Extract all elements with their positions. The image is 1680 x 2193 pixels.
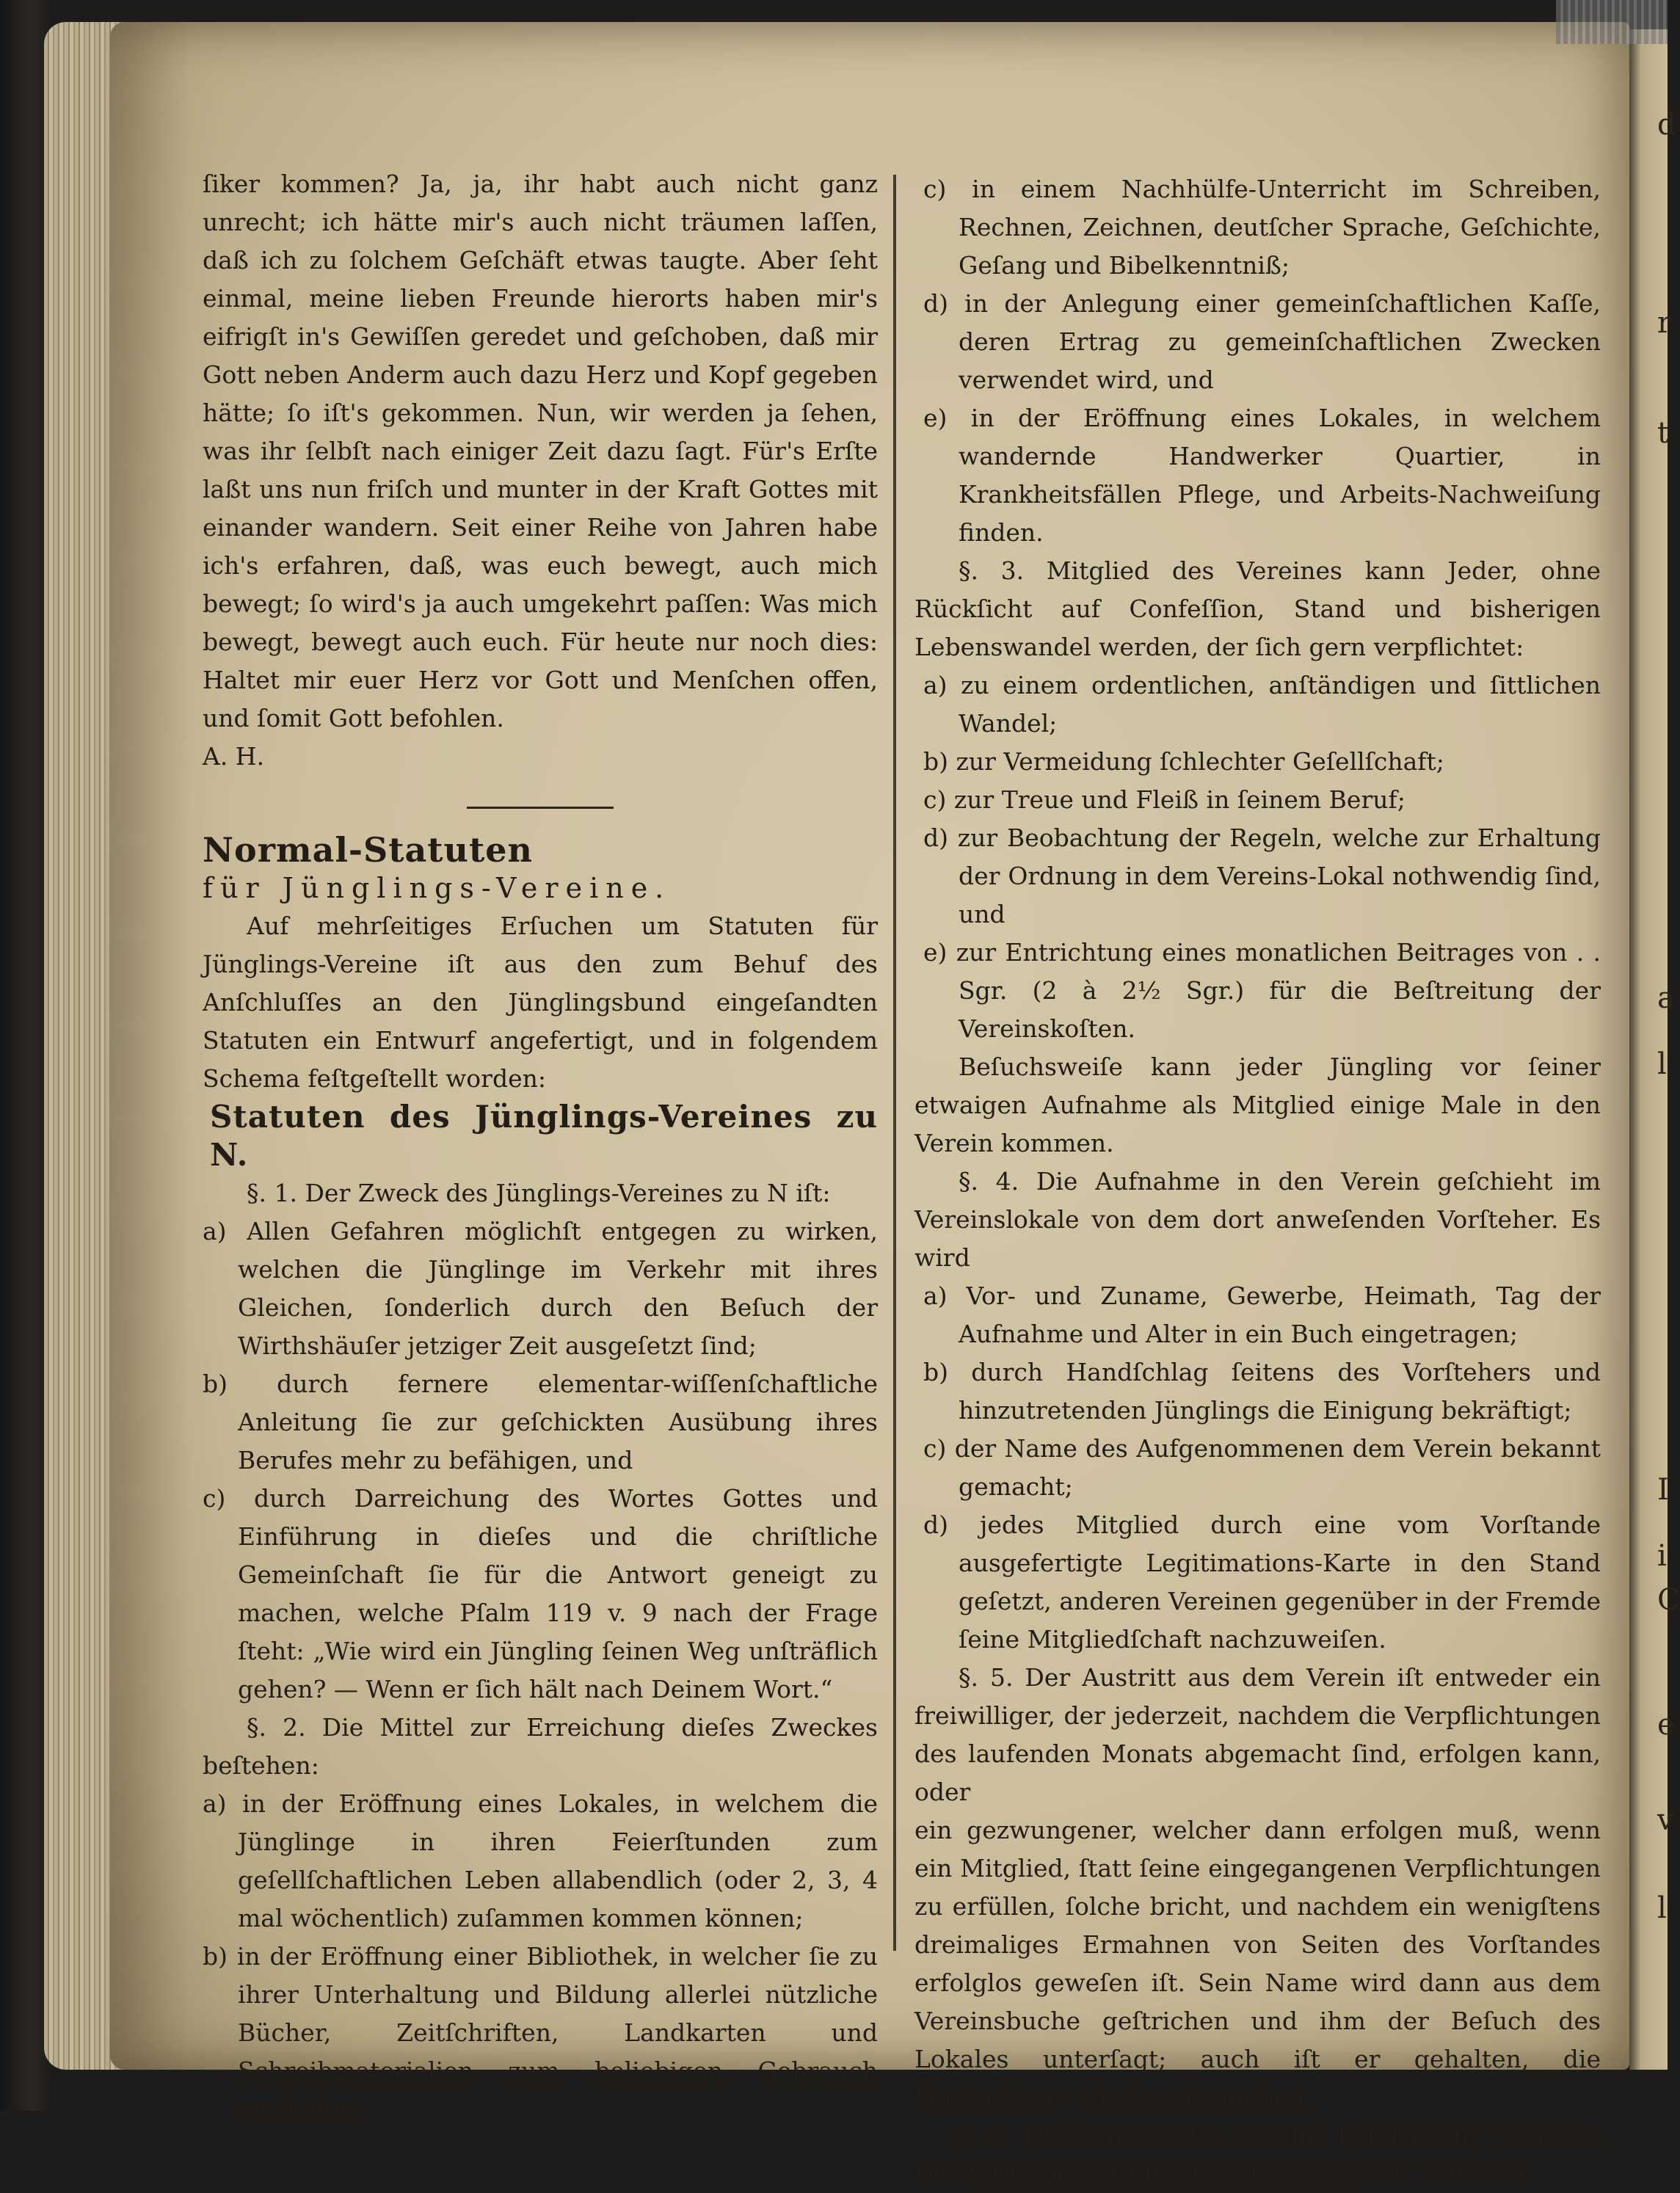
left-column — [203, 165, 878, 2128]
section-2-item: d) in der Anlegung einer gemeinſchaftlichen Kaſſe, deren Ertrag zu gemeinſchaftlichen Zwecken verwendet wird, und — [923, 289, 1601, 394]
section-3-item: a) zu einem ordentlichen, anſtändigen und ſittlichen Wandel; — [923, 671, 1601, 738]
preface-paragraph: Auf mehrſeitiges Erſuchen um Statuten für Jünglings-Vereine iſt aus den zum Behuf des Anſchluſſes an den Jünglingsbund eingeſandten Statuten ein Entwurf angefertigt, und in folgendem Schema feſtgeſtellt worden: — [203, 912, 878, 1093]
section-6-text-a: §. 6. Die Leitung des Vereins beſorgt ein Vorſtand. Der — [914, 2121, 1601, 2188]
page-subtitle: für Jünglings-Vereine. — [203, 872, 672, 904]
next-page-fragment: i — [1657, 1539, 1667, 1573]
section-3-item: c) zur Treue und Fleiß in ſeinem Beruf; — [923, 785, 1406, 814]
next-page-edge — [1629, 29, 1680, 2070]
section-6-text-b: und wird von — [1356, 2159, 1526, 2188]
section-6-paragraph — [914, 2117, 1601, 2193]
tape-strip — [1556, 0, 1668, 44]
next-page-fragment: v — [1657, 1803, 1674, 1837]
section-5-paragraph-b: ein gezwungener, welcher dann erfolgen muß, wenn ein Mitglied, ſtatt ſeine eingegangenen Verpflichtungen zu erfüllen, ſolche bricht, und nachdem ein wenigſtens dreimaliges Ermahnen von Seiten des Vorſtandes erfolglos geweſen iſt. Sein Name wird dann aus dem Vereinsbuche geſtrichen und ihm der Beſuch des Lokales unterſagt; auch iſt er gehalten, die Vereinskarte wieder abzugeben. — [914, 1816, 1601, 2112]
next-page-fragment: I — [1657, 1473, 1669, 1507]
next-page-fragment: e — [1657, 1708, 1675, 1742]
section-6-underlined: Vorſtand beſteht aus 6 Gliedern — [967, 2159, 1356, 2188]
section-3-item: b) zur Vermeidung ſchlechter Geſellſchaft; — [923, 747, 1444, 776]
section-4-item: b) durch Handſchlag ſeitens des Vorſtehers und hinzutretenden Jünglings die Einigung bekräftigt; — [923, 1358, 1601, 1425]
section-3-heading: §. 3. Mitglied des Vereines kann Jeder, ohne Rückſicht auf Confeſſion, Stand und bisherigen Lebenswandel werden, der ſich gern verpflichtet: — [914, 556, 1601, 661]
next-page-fragment: l — [1657, 1891, 1667, 1925]
next-page-fragment: r — [1657, 306, 1672, 340]
statutes-heading: Statuten des Jünglings-Vereines zu N. — [210, 1099, 878, 1173]
page-title: Normal-Statuten — [203, 830, 533, 870]
section-divider — [467, 807, 614, 809]
section-2-item: b) in der Eröffnung einer Bibliothek, in welcher ſie zu ihrer Unterhaltung und Bildung allerlei nützliche Bücher, Zeitſchriften, Landkarten und Schreibmaterialien zum beliebigen Gebrauch vorfinden; — [203, 1942, 878, 2123]
section-3-item: d) zur Beobachtung der Regeln, welche zur Erhaltung der Ordnung in dem Vereins-Lokal nothwendig ſind, und — [923, 823, 1601, 928]
section-4-item: d) jedes Mitglied durch eine vom Vorſtande ausgefertigte Legitimations-Karte in den Stand geſetzt, anderen Vereinen gegenüber in der Fremde ſeine Mitgliedſchaft nachzuweiſen. — [923, 1510, 1601, 1654]
section-4-item: a) Vor- und Zuname, Gewerbe, Heimath, Tag der Aufnahme und Alter in ein Buch eingetragen; — [923, 1281, 1601, 1348]
section-2-item: e) in der Eröffnung eines Lokales, in welchem wandernde Handwerker Quartier, in Krankheitsfällen Pflege, und Arbeits-Nachweiſung finden. — [923, 404, 1601, 547]
column-divider — [893, 175, 896, 1951]
section-1-item: c) durch Darreichung des Wortes Gottes und Einführung in dieſes und die chriſtliche Gemeinſchaft ſie für die Antwort geneigt zu machen, welche Pſalm 119 v. 9 nach der Frage ſteht: „Wie wird ein Jüngling ſeinen Weg unſträflich gehen? — Wenn er ſich hält nach Deinem Wort.“ — [203, 1484, 878, 1703]
section-5-paragraph-a: §. 5. Der Austritt aus dem Verein iſt entweder ein freiwilliger, der jederzeit, nachdem die Verpflichtungen des laufenden Monats abgemacht ſind, erfolgen kann, oder — [914, 1663, 1601, 1806]
section-1-item: b) durch fernere elementar-wiſſenſchaftliche Anleitung ſie zur geſchickten Ausübung ihres Berufes mehr zu befähigen, und — [203, 1370, 878, 1474]
intro-paragraph: ſiker kommen? Ja, ja, ihr habt auch nicht ganz unrecht; ich hätte mir's auch nicht träumen laſſen, daß ich zu ſolchem Geſchäft etwas taugte. Aber ſeht einmal, meine lieben Freunde hierorts haben mir's eifrigſt in's Gewiſſen geredet und geſchoben, daß mir Gott neben Anderm auch dazu Herz und Kopf gegeben hätte; ſo iſt's gekommen. Nun, wir werden ja ſehen, was ihr ſelbſt nach einiger Zeit dazu ſagt. Für's Erſte laßt uns nun friſch und munter in der Kraft Gottes mit einander wandern. Seit einer Reihe von Jahren habe ich's erfahren, daß, was euch bewegt, auch mich bewegt; ſo wird's ja auch umgekehrt paſſen: Was mich bewegt, bewegt auch euch. Für heute nur noch dies: Haltet mir euer Herz vor Gott und Menſchen offen, und ſomit Gott befohlen. — [203, 170, 878, 732]
signature: A. H. — [203, 742, 265, 771]
right-column — [914, 170, 1601, 2193]
next-page-fragment: d — [1657, 108, 1676, 142]
section-1-heading: §. 1. Der Zweck des Jünglings-Vereines zu N iſt: — [247, 1179, 831, 1207]
section-4-item: c) der Name des Aufgenommenen dem Verein bekannt gemacht; — [923, 1434, 1601, 1501]
visit-note: Beſuchsweiſe kann jeder Jüngling vor ſeiner etwaigen Aufnahme als Mitglied einige Male in den Verein kommen. — [914, 1052, 1601, 1157]
next-page-fragment: t — [1657, 416, 1670, 450]
next-page-fragment: a — [1657, 981, 1675, 1015]
section-3-item: e) zur Entrichtung eines monatlichen Beitrages von . . Sgr. (2 à 2½ Sgr.) für die Beſtreitung der Vereinskoſten. — [923, 938, 1601, 1043]
next-page-fragment: l — [1657, 1047, 1667, 1081]
section-2-heading: §. 2. Die Mittel zur Erreichung dieſes Zweckes beſtehen: — [203, 1713, 878, 1780]
section-4-heading: §. 4. Die Aufnahme in den Verein geſchieht im Vereinslokale von dem dort anweſenden Vorſteher. Es wird — [914, 1167, 1601, 1272]
section-2-item: a) in der Eröffnung eines Lokales, in welchem die Jünglinge in ihren Feierſtunden zum geſellſchaftlichen Leben allabendlich (oder 2, 3, 4 mal wöchentlich) zuſammen kommen können; — [203, 1789, 878, 1932]
next-page-fragment: C — [1657, 1583, 1680, 1617]
section-1-item: a) Allen Gefahren möglichſt entgegen zu wirken, welchen die Jünglinge im Verkehr mit ihres Gleichen, ſonderlich durch den Beſuch der Wirthshäuſer jetziger Zeit ausgeſetzt ſind; — [203, 1217, 878, 1360]
section-2-item: c) in einem Nachhülfe-Unterricht im Schreiben, Rechnen, Zeichnen, deutſcher Sprache, Geſchichte, Geſang und Bibelkenntniß; — [923, 175, 1601, 280]
